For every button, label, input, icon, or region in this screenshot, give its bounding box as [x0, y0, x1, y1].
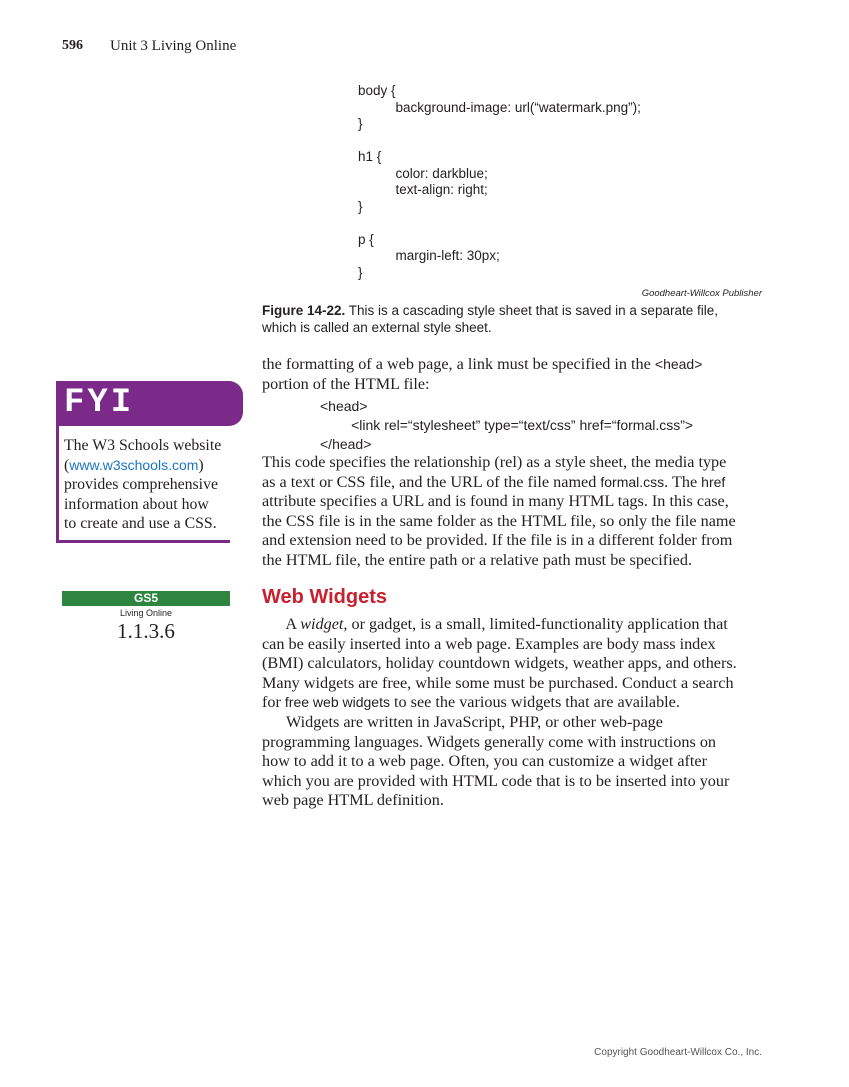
standard-number: 1.1.3.6: [117, 619, 175, 643]
inline-code: formal.css: [600, 473, 665, 490]
paren: ): [198, 456, 204, 474]
text-line: [262, 512, 762, 532]
text-line: [262, 635, 762, 655]
text-line: [262, 752, 762, 772]
text-segment: to see the various widgets that are available.: [389, 693, 680, 712]
standard-code-badge: GS5: [62, 591, 230, 606]
paragraph-code-explanation: [262, 453, 762, 571]
caption-label: Figure 14-22.: [262, 303, 346, 318]
fyi-line: to create and use a CSS.: [64, 515, 217, 533]
text-segment: A: [262, 615, 301, 633]
fyi-line: provides comprehensive: [64, 476, 218, 494]
code-line: background-image: url(“watermark.png”);: [358, 99, 641, 115]
fyi-text: [64, 436, 221, 534]
code-line: margin-left: 30px;: [358, 248, 500, 263]
standard-subject: Living Online: [119, 608, 173, 618]
text-line: [262, 654, 762, 674]
text-segment: Widgets are written in JavaScript, PHP, or other web-page: [262, 712, 663, 731]
code-line: p {: [358, 231, 374, 247]
code-line: <head>: [320, 398, 368, 414]
text-line: [262, 615, 762, 635]
code-line: body {: [358, 83, 396, 98]
caption-text: This is a cascading style sheet that is saved in a separate file, which is called an external style sheet.: [262, 303, 718, 335]
text-line: [262, 453, 762, 473]
text-line: [262, 531, 762, 551]
inline-code: <head>: [654, 356, 703, 372]
text-segment: for: [262, 693, 285, 712]
text-segment: widget,: [300, 615, 348, 633]
text-segment: portion of the HTML file:: [262, 374, 430, 393]
text-segment: as a text or CSS file, and the URL of the file named: [262, 472, 601, 491]
code-line: }: [358, 116, 363, 131]
paragraph-link-intro: [262, 355, 762, 394]
text-segment: can be easily inserted into a web page. Examples are body mass index: [262, 634, 716, 653]
text-segment: programming languages. Widgets generally come with instructions on: [262, 732, 717, 751]
code-line: text-align: right;: [358, 182, 488, 197]
paragraph-widgets: [262, 615, 762, 811]
text-line: [262, 693, 762, 713]
text-line: [262, 473, 762, 493]
text-line: [262, 355, 762, 375]
text-segment: or gadget, is a small, limited-functionality application that: [347, 615, 728, 633]
text-line: [262, 551, 762, 571]
text-segment: which you are provided with HTML code that is to be inserted into your: [262, 771, 730, 790]
text-segment: the HTML file, the entire path or a relative path must be specified.: [262, 550, 693, 569]
text-segment: how to add it to a web page. Often, you can customize a widget after: [262, 752, 708, 771]
code-line: color: darkblue;: [358, 165, 488, 181]
text-line: [262, 713, 762, 733]
figure-code: [358, 83, 641, 281]
text-segment: and extension need to be provided. If the file is in a different folder from: [262, 531, 733, 550]
figure-credit: Goodheart-Willcox Publisher: [641, 288, 762, 299]
fyi-title: FYI: [64, 384, 135, 422]
paren: (: [64, 456, 70, 474]
text-segment: web page HTML definition.: [262, 791, 444, 810]
text-line: [262, 791, 762, 811]
text-segment: the CSS file is in the same folder as the HTML file, so only the file name: [262, 511, 736, 530]
code-line: [358, 133, 641, 150]
fyi-border-left: [56, 426, 59, 542]
code-line: <link rel=“stylesheet” type=“text/css” href=“formal.css”>: [320, 417, 694, 433]
text-segment: . The: [664, 472, 702, 491]
running-header: Unit 3 Living Online: [110, 38, 237, 54]
text-line: [262, 492, 762, 512]
text-segment: This code specifies the relationship (rel) as a style sheet, the media type: [262, 453, 727, 471]
w3schools-link[interactable]: www.w3schools.com: [69, 456, 199, 473]
text-segment: attribute specifies a URL and is found in many HTML tags. In this case,: [262, 492, 729, 511]
code-line: [358, 215, 641, 232]
text-line: [262, 375, 762, 395]
fyi-line: The W3 Schools website: [64, 437, 222, 454]
figure-caption: [262, 303, 752, 336]
fyi-border-bottom: [56, 540, 230, 543]
text-line: [262, 772, 762, 792]
text-line: [262, 733, 762, 753]
fyi-line: information about how: [64, 495, 209, 513]
inline-code: href: [701, 473, 726, 490]
code-line: }: [358, 198, 363, 214]
text-segment: (BMI) calculators, holiday countdown widgets, weather apps, and others.: [262, 654, 737, 673]
text-segment: Many widgets are free, while some must be purchased. Conduct a search: [262, 673, 734, 692]
code-line: h1 {: [358, 149, 382, 164]
text-line: [262, 674, 762, 694]
page-number: 596: [62, 38, 83, 53]
inline-code: free web widgets: [284, 694, 390, 711]
code-line: }: [358, 264, 363, 280]
section-heading: Web Widgets: [262, 586, 388, 608]
text-segment: the formatting of a web page, a link must be specified in the: [262, 355, 655, 373]
head-code-example: [320, 397, 693, 454]
copyright: Copyright Goodheart-Willcox Co., Inc.: [594, 1047, 762, 1058]
code-line: </head>: [320, 436, 372, 452]
